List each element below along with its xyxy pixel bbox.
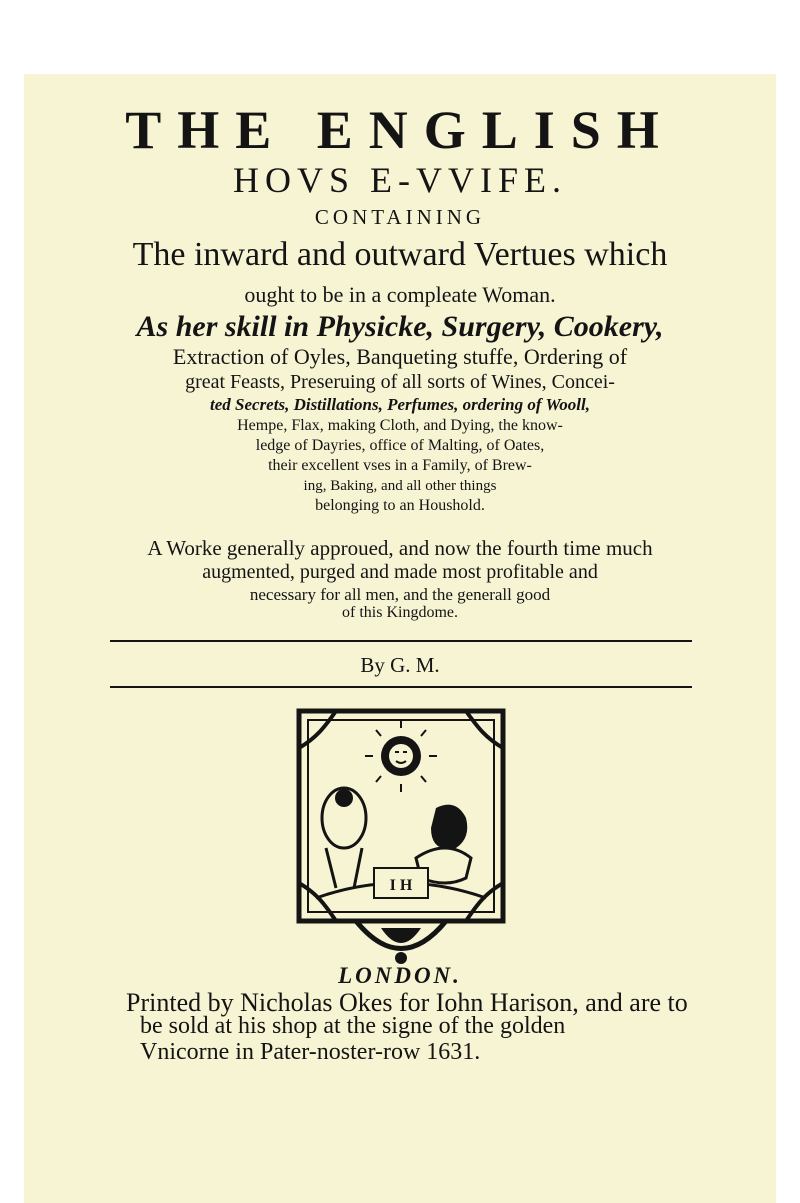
description-line: necessary for all men, and the generall good (249, 585, 551, 604)
description-line: augmented, purged and made most profitable and (202, 561, 598, 583)
rule-divider (110, 640, 692, 642)
subtitle-line: ought to be in a compleate Woman. (244, 282, 556, 307)
rule-divider (110, 686, 692, 688)
title-line-3: CONTAINING (314, 205, 486, 229)
title-line-2: HOVS E-VVIFE. (233, 160, 567, 200)
description-line: of this Kingdome. (342, 604, 458, 621)
subtitle-line: ing, Baking, and all other things (303, 478, 497, 494)
device-initials: I H (389, 877, 413, 894)
subtitle-line: ledge of Dayries, office of Malting, of Oates, (255, 437, 545, 454)
author-line: By G. M. (360, 653, 440, 677)
imprint-line: Printed by Nicholas Okes for Iohn Harison, and are to (126, 988, 688, 1017)
printers-device-icon (296, 708, 506, 976)
title-line-1: THE ENGLISH (125, 100, 675, 160)
description-line: A Worke generally approued, and now the fourth time much (147, 536, 653, 560)
subtitle-line: ted Secrets, Distillations, Perfumes, ordering of Wooll, (210, 395, 590, 414)
imprint-line: Vnicorne in Pater-noster-row 1631. (140, 1039, 481, 1065)
subtitle-line: Hempe, Flax, making Cloth, and Dying, the know- (237, 417, 563, 434)
imprint-place: LONDON. (338, 963, 462, 988)
imprint-line: be sold at his shop at the signe of the golden (140, 1013, 566, 1039)
subtitle-line: Extraction of Oyles, Banqueting stuffe, Ordering of (172, 344, 628, 369)
subtitle-line: their excellent vses in a Family, of Brew- (268, 457, 532, 474)
subtitle-line: As her skill in Physicke, Surgery, Cookery, (136, 310, 664, 343)
subtitle-line: great Feasts, Preseruing of all sorts of Wines, Concei- (185, 371, 615, 393)
subtitle-line: belonging to an Houshold. (315, 497, 485, 514)
subtitle-line: The inward and outward Vertues which (132, 236, 668, 273)
